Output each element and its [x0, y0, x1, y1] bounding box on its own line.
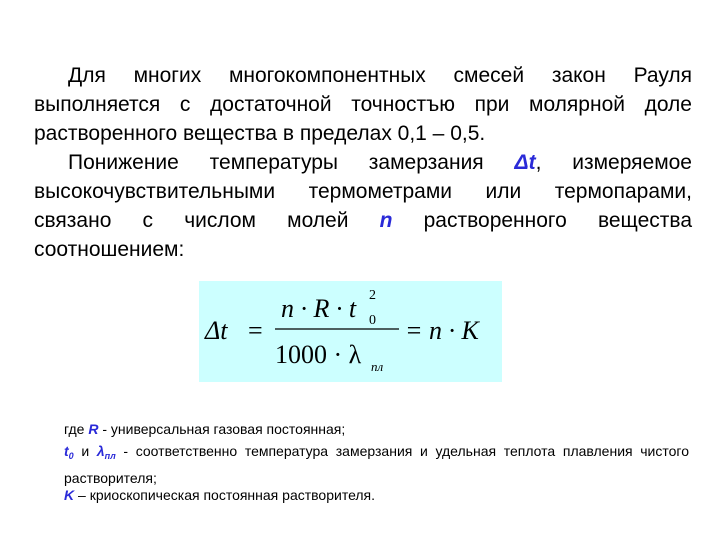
variable-t0 [64, 443, 74, 459]
variable-k: K [64, 487, 75, 503]
paragraph2-text-3: растворенного вещества соотношением: [34, 209, 692, 261]
formula-lambda-subscript: пл [371, 359, 384, 374]
note-freezing-temperature [64, 440, 689, 489]
formula-box [199, 281, 502, 382]
note1-text: - универсальная газовая постоянная; [98, 421, 346, 437]
variable-lambda-subscript: пл [104, 451, 116, 461]
variable-lambda-base: λ [96, 443, 105, 459]
variable-t0-subscript: 0 [68, 451, 74, 461]
note2-and: и [73, 443, 97, 459]
freezing-point-formula [199, 281, 502, 382]
note-cryoscopic-constant [64, 484, 689, 506]
note3-text: – криоскопическая постоянная растворителя. [74, 487, 376, 503]
note2-text: - соответственно температура замерзания и удельная теплота плавления чистого растворителя; [64, 443, 689, 486]
paragraph1-text: Для многих многокомпонентных смесей закон Рауля выполняется с достаточной точностъю при молярной доле растворенного вещества в пределах 0,1 – 0,5. [34, 64, 692, 145]
formula-t-superscript: 2 [369, 288, 376, 303]
note-gas-constant [64, 418, 689, 440]
paragraph-freezing-point [34, 148, 692, 264]
note1-prefix: где [64, 421, 89, 437]
paragraph2-text-1: Понижение температуры замерзания [68, 151, 515, 174]
variable-n: n [379, 209, 393, 232]
formula-numerator: n · R · t [281, 294, 357, 323]
formula-equals: = [248, 316, 263, 345]
paragraph-raoult-law [34, 61, 692, 148]
formula-denominator: 1000 · λ [275, 340, 362, 369]
variable-r: R [88, 421, 99, 437]
variable-lambda [97, 443, 116, 459]
paragraph2-text-2: , измеряемое высокочувствительными термометрами или термопарами, связано с числом молей [34, 151, 692, 232]
variable-delta-t: Δt [514, 151, 536, 174]
variable-t0-base: t [64, 443, 69, 459]
formula-t-subscript: 0 [369, 313, 376, 328]
formula-rhs: = n · K [405, 316, 479, 345]
formula-lhs: Δt [205, 316, 228, 345]
